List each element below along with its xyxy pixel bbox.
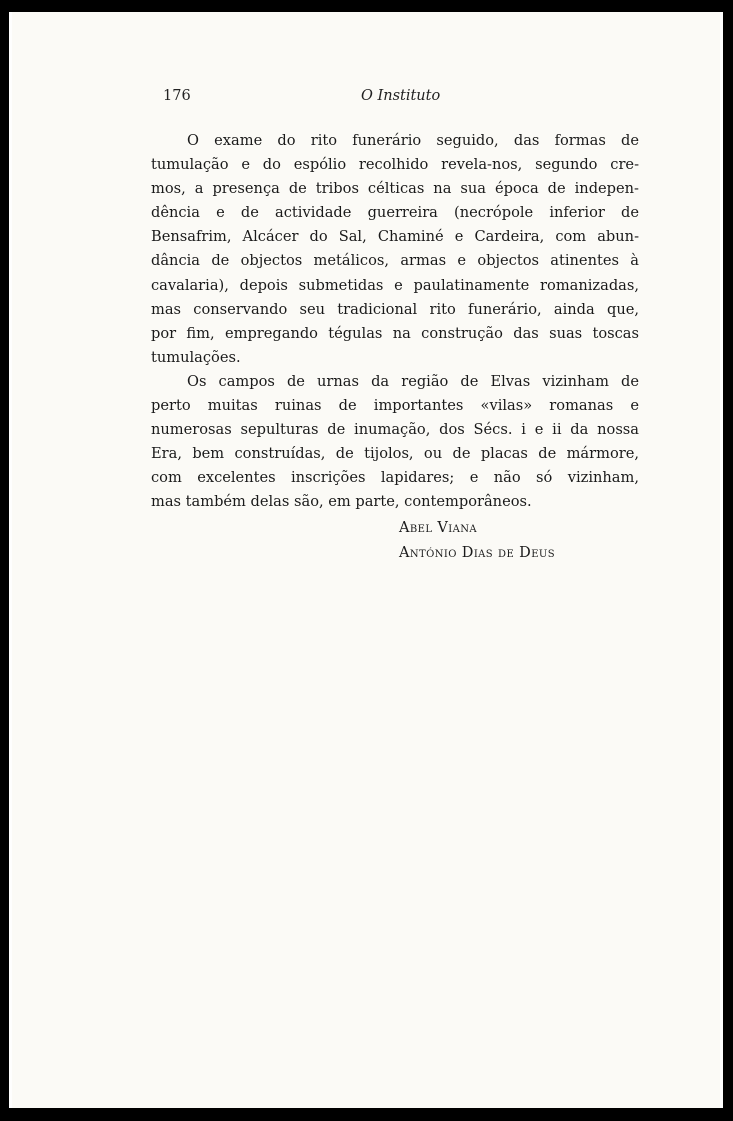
text-line: dância de objectos metálicos, armas e objectos atinentes à	[151, 252, 639, 270]
text-line: mos, a presença de tribos célticas na sua época de indepen-	[151, 180, 639, 198]
text-line: tumulações.	[151, 348, 241, 366]
text-line: com excelentes inscrições lapidares; e não só vizinham,	[151, 469, 639, 487]
paragraph-2	[151, 370, 639, 515]
text-line: Bensafrim, Alcácer do Sal, Chaminé e Cardeira, com abun-	[151, 228, 639, 246]
page-number: 176	[163, 88, 191, 104]
text-line: cavalaria), depois submetidas e paulatinamente romanizadas,	[151, 276, 639, 294]
paragraph-1	[151, 129, 639, 370]
text-line: dência e de actividade guerreira (necrópole inferior de	[151, 204, 639, 222]
signature-block	[399, 516, 555, 566]
body-text	[151, 129, 639, 515]
text-line: numerosas sepulturas de inumação, dos Sécs. i e ii da nossa	[151, 421, 639, 439]
author-name: Abel Viana	[399, 520, 477, 536]
running-title: O Instituto	[361, 88, 441, 104]
text-line: por fim, empregando tégulas na construção das suas toscas	[151, 324, 639, 342]
text-line: mas conservando seu tradicional rito funerário, ainda que,	[151, 300, 639, 318]
text-line: Era, bem construídas, de tijolos, ou de placas de mármore,	[151, 445, 639, 463]
text-line: mas também delas são, em parte, contemporâneos.	[151, 493, 532, 511]
text-line: perto muitas ruinas de importantes «vilas» romanas e	[151, 397, 639, 415]
author-name: António Dias de Deus	[399, 545, 555, 561]
text-line: O exame do rito funerário seguido, das formas de	[187, 132, 639, 149]
text-line: tumulação e do espólio recolhido revela-nos, segundo cre-	[151, 156, 639, 174]
text-line: Os campos de urnas da região de Elvas vizinham de	[187, 372, 639, 390]
